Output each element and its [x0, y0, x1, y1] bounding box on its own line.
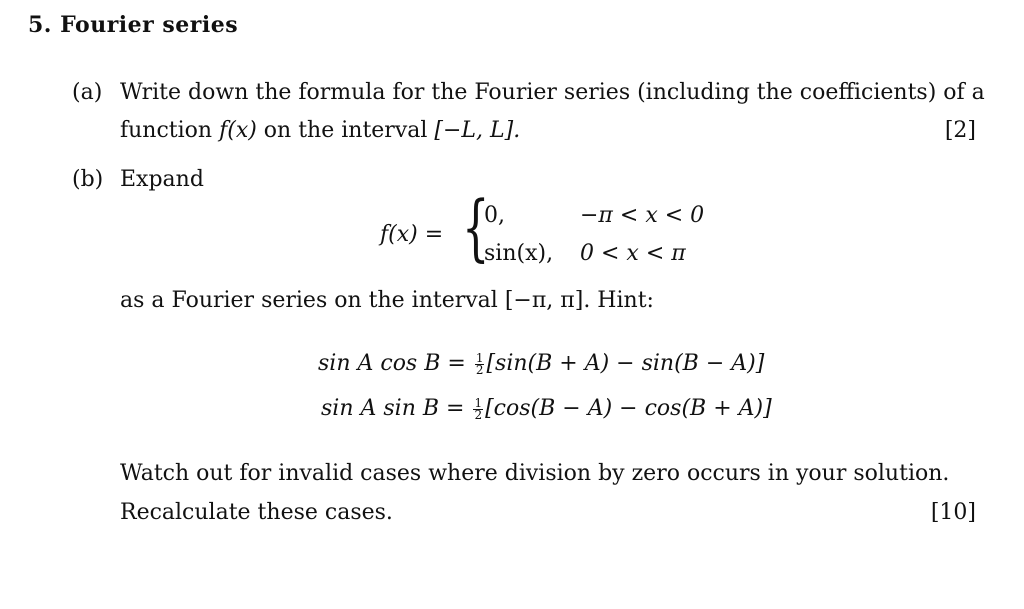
case2-value: sin(x), — [484, 241, 554, 266]
hint2-lhs: sin A sin B = — [321, 396, 465, 421]
case1-value: 0, — [484, 203, 505, 228]
part-a-function: f(x) — [219, 118, 257, 143]
question-title: 5. Fourier series — [28, 12, 239, 38]
hint-identity-1 — [318, 351, 764, 376]
piecewise-lhs: f(x) = — [380, 222, 444, 247]
warning-line-1: Watch out for invalid cases where division by zero occurs in your solution. — [120, 461, 950, 486]
hint-identity-2 — [321, 396, 772, 421]
hint1-fraction — [475, 350, 485, 377]
hint1-frac-num: 1 — [475, 350, 484, 365]
hint2-fraction — [473, 395, 483, 422]
part-a-interval: [−L, L]. — [434, 118, 521, 143]
part-a-line2-mid: on the interval — [256, 118, 435, 143]
hint2-rhs: [cos(B − A) − cos(B + A)] — [485, 396, 772, 421]
part-a-label: (a) — [72, 80, 103, 105]
hint2-frac-num: 1 — [474, 395, 483, 410]
case1-condition: −π < x < 0 — [580, 203, 705, 228]
part-a-line1: Write down the formula for the Fourier series (including the coefficients) of a — [120, 80, 985, 105]
part-b-marks: [10] — [930, 500, 976, 525]
part-b-interval-line: as a Fourier series on the interval [−π, π]. Hint: — [120, 288, 654, 313]
hint1-frac-den: 2 — [475, 362, 484, 377]
part-b-intro: Expand — [120, 167, 204, 192]
part-a-line2-prefix: function — [120, 118, 220, 143]
hint2-frac-den: 2 — [474, 407, 483, 422]
warning-line-2: Recalculate these cases. — [120, 500, 393, 525]
hint1-lhs: sin A cos B = — [318, 351, 466, 376]
hint1-rhs: [sin(B + A) − sin(B − A)] — [486, 351, 765, 376]
part-a-line2 — [120, 118, 520, 143]
part-b-label: (b) — [72, 167, 104, 192]
piecewise-brace: { — [462, 185, 490, 269]
case2-condition: 0 < x < π — [580, 241, 686, 266]
part-a-marks: [2] — [944, 118, 976, 143]
